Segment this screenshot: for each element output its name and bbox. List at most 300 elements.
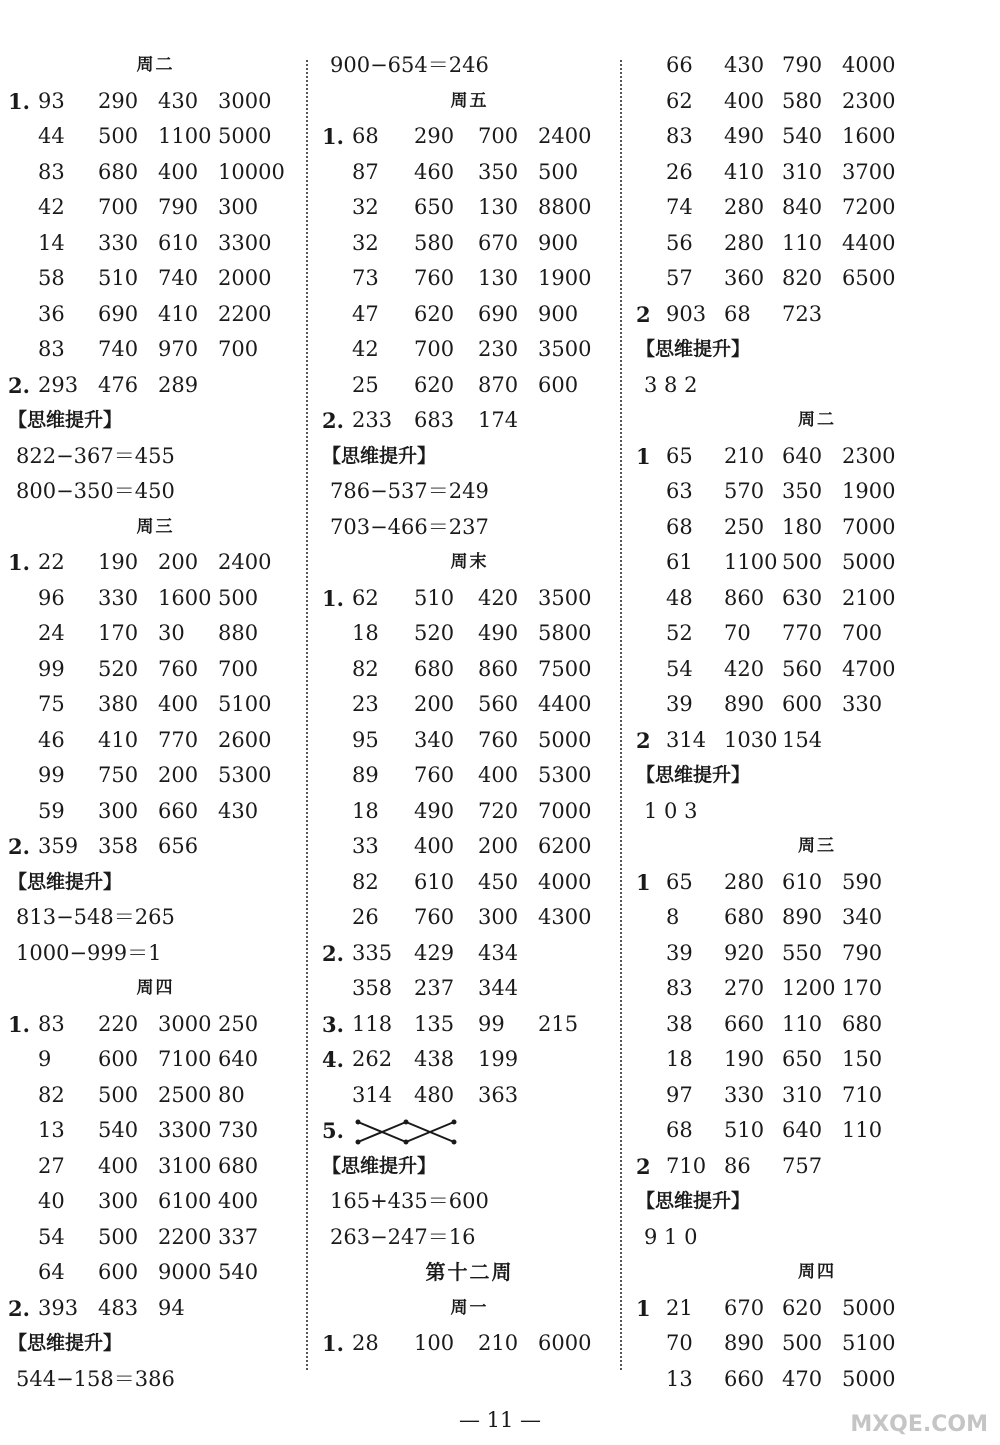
answer-row: [636, 439, 998, 475]
answer-row: [322, 261, 617, 297]
answer-value: 32: [352, 195, 379, 219]
answer-value: 920: [724, 940, 765, 965]
answer-value: 2100: [842, 585, 896, 610]
answer-row: [636, 1326, 998, 1362]
answer-row: [8, 84, 303, 120]
answer-value: 280: [724, 195, 765, 219]
answer-row: [322, 119, 617, 155]
answer-value: 630: [782, 585, 823, 610]
answer-value: 680: [724, 905, 765, 929]
answer-value: 52: [666, 621, 693, 645]
answer-value: 330: [724, 1082, 765, 1107]
answer-value: 757: [782, 1153, 823, 1178]
matching-dot: [356, 1140, 361, 1145]
answer-row: [636, 119, 998, 155]
answer-value: 5100: [842, 1331, 896, 1355]
thinking-boost-heading: 【思维提升】: [636, 764, 751, 786]
answer-row: [636, 1362, 998, 1398]
answer-value: 640: [782, 1118, 823, 1142]
answer-value: 710: [842, 1082, 883, 1107]
answer-value: 903: [666, 301, 707, 326]
answer-value: 420: [478, 585, 519, 610]
watermark: MXQE.COM: [850, 1412, 988, 1437]
answer-value: 8: [666, 905, 680, 929]
answer-value: 215: [538, 1011, 579, 1036]
answer-value: 337: [218, 1224, 259, 1249]
answer-value: 40: [38, 1189, 65, 1213]
answer-value: 26: [666, 159, 693, 184]
answer-row: [636, 687, 998, 723]
answer-value: 540: [782, 124, 823, 148]
answer-value: 22: [38, 550, 65, 574]
answer-row: [8, 1113, 303, 1149]
answer-value: 890: [724, 692, 765, 716]
answer-value: 560: [782, 656, 823, 681]
answer-row: [8, 829, 303, 865]
column-1: [8, 48, 303, 1397]
answer-row: [322, 652, 617, 688]
answer-row: [636, 865, 998, 901]
answer-value: 83: [666, 124, 693, 148]
answer-value: 7000: [842, 514, 896, 539]
answer-value: 7500: [538, 656, 592, 681]
answer-value: 570: [724, 479, 765, 503]
answer-value: 3300: [218, 230, 272, 255]
matching-dot: [404, 1120, 409, 1125]
answer-value: 860: [724, 585, 765, 610]
answer-value: 300: [218, 195, 259, 219]
answer-value: 860: [478, 656, 519, 681]
answer-value: 75: [38, 692, 65, 716]
answer-row: [8, 1149, 303, 1185]
equation-line: 3 8 2: [644, 372, 698, 397]
answer-value: 3500: [538, 585, 592, 610]
answer-value: 380: [98, 692, 139, 716]
answer-value: 330: [98, 230, 139, 255]
answer-row: [8, 155, 303, 191]
answer-value: 660: [724, 1011, 765, 1036]
answer-value: 900: [538, 230, 579, 255]
answer-value: 262: [352, 1047, 393, 1071]
answer-value: 3100: [158, 1153, 212, 1178]
answer-row: [636, 1149, 998, 1185]
answer-value: 68: [666, 514, 693, 539]
column-3: [636, 48, 998, 1397]
answer-value: 83: [38, 1011, 65, 1036]
answer-value: 670: [478, 230, 519, 255]
answer-value: 39: [666, 692, 693, 716]
answer-row: [636, 1291, 998, 1327]
answer-value: 293: [38, 372, 79, 397]
answer-value: 5000: [538, 727, 592, 752]
answer-value: 1030: [724, 727, 778, 752]
answer-row: [322, 581, 617, 617]
answer-value: 25: [352, 372, 379, 397]
answer-row: [8, 687, 303, 723]
answer-value: 73: [352, 266, 379, 290]
answer-value: 180: [782, 514, 823, 539]
answer-value: 350: [478, 159, 519, 184]
page-number: — 11 —: [458, 1408, 542, 1432]
answer-value: 335: [352, 940, 393, 965]
answer-value: 5300: [218, 763, 272, 787]
answer-value: 480: [414, 1082, 455, 1107]
answer-value: 700: [478, 124, 519, 148]
answer-value: 65: [666, 869, 693, 894]
answer-value: 900: [538, 301, 579, 326]
answer-value: 310: [782, 1082, 823, 1107]
answer-value: 99: [38, 763, 65, 787]
answer-value: 110: [842, 1118, 883, 1142]
answer-value: 83: [38, 159, 65, 184]
answer-value: 358: [352, 976, 393, 1000]
answer-value: 400: [478, 763, 519, 787]
answer-value: 760: [414, 763, 455, 787]
answer-value: 880: [218, 621, 259, 645]
answer-value: 6100: [158, 1189, 212, 1213]
answer-value: 820: [782, 266, 823, 290]
question-number: 2.: [322, 940, 344, 966]
answer-value: 358: [98, 834, 139, 858]
answer-value: 33: [352, 834, 379, 858]
answer-value: 330: [842, 692, 883, 716]
answer-value: 730: [218, 1118, 259, 1142]
answer-value: 750: [98, 763, 139, 787]
answer-row: [636, 297, 998, 333]
answer-value: 32: [352, 230, 379, 255]
answer-row: [636, 261, 998, 297]
answer-row: [8, 723, 303, 759]
column-divider: [306, 60, 308, 1370]
answer-value: 4000: [538, 869, 592, 894]
answer-value: 300: [98, 1189, 139, 1213]
answer-value: 434: [478, 940, 519, 965]
answer-value: 135: [414, 1011, 455, 1036]
answer-value: 3000: [158, 1011, 212, 1036]
answer-value: 660: [724, 1366, 765, 1391]
equation-line: 1 0 3: [644, 798, 698, 823]
answer-row: [636, 581, 998, 617]
answer-value: 1900: [842, 479, 896, 503]
answer-value: 5800: [538, 621, 592, 645]
answer-row: [8, 119, 303, 155]
answer-value: 700: [218, 337, 259, 361]
answer-value: 970: [158, 337, 199, 361]
answer-value: 2400: [538, 124, 592, 148]
answer-value: 290: [98, 88, 139, 113]
answer-row: [636, 226, 998, 262]
question-number: 5.: [322, 1118, 344, 1143]
answer-value: 199: [478, 1047, 519, 1071]
thinking-boost-heading: 【思维提升】: [322, 1154, 437, 1177]
question-number: 1: [636, 1295, 651, 1321]
answer-value: 233: [352, 408, 393, 432]
answer-value: 82: [352, 869, 379, 894]
answer-value: 610: [782, 869, 823, 894]
question-number: 2.: [8, 1295, 30, 1321]
answer-row: [8, 261, 303, 297]
thinking-boost-heading: 【思维提升】: [636, 338, 751, 360]
answer-value: 4300: [538, 905, 592, 929]
answer-value: 400: [724, 88, 765, 113]
answer-value: 476: [98, 372, 139, 397]
answer-value: 2200: [158, 1224, 212, 1249]
answer-value: 700: [218, 656, 259, 681]
thinking-boost-heading: 【思维提升】: [636, 1190, 751, 1212]
answer-value: 200: [158, 550, 199, 574]
answer-value: 289: [158, 372, 199, 397]
answer-value: 74: [666, 195, 693, 219]
answer-value: 650: [782, 1047, 823, 1071]
answer-value: 96: [38, 585, 65, 610]
answer-value: 500: [782, 550, 823, 574]
answer-value: 314: [666, 727, 707, 752]
answer-value: 438: [414, 1047, 455, 1071]
answer-value: 13: [38, 1118, 65, 1142]
answer-value: 560: [478, 692, 519, 716]
matching-dot: [356, 1120, 361, 1125]
answer-row: [322, 900, 617, 936]
answer-value: 110: [782, 230, 823, 255]
answer-value: 490: [724, 124, 765, 148]
answer-value: 760: [414, 905, 455, 929]
answer-value: 470: [782, 1366, 823, 1391]
answer-row: [8, 1042, 303, 1078]
answer-value: 94: [158, 1295, 185, 1320]
answer-value: 200: [478, 834, 519, 858]
answer-row: [322, 1326, 617, 1362]
answer-value: 8800: [538, 195, 592, 219]
answer-value: 620: [414, 301, 455, 326]
matching-dot: [404, 1140, 409, 1145]
answer-value: 250: [724, 514, 765, 539]
answer-value: 130: [478, 195, 519, 219]
section-heading: 周四: [136, 978, 175, 998]
answer-value: 1600: [842, 124, 896, 148]
answer-value: 4400: [538, 692, 592, 716]
answer-value: 110: [782, 1011, 823, 1036]
answer-value: 66: [666, 53, 693, 77]
equation-line: 822−367＝455: [16, 443, 175, 468]
answer-value: 83: [38, 337, 65, 361]
answer-value: 400: [414, 834, 455, 858]
answer-value: 28: [352, 1331, 379, 1355]
answer-value: 300: [98, 798, 139, 823]
answer-value: 280: [724, 230, 765, 255]
answer-value: 510: [724, 1118, 765, 1142]
answer-value: 42: [352, 337, 379, 361]
answer-row: [322, 829, 617, 865]
answer-value: 680: [98, 159, 139, 184]
equation-line: 813−548＝265: [16, 905, 175, 929]
answer-value: 237: [414, 976, 455, 1000]
answer-value: 1100: [158, 124, 212, 148]
answer-value: 48: [666, 585, 693, 610]
answer-value: 690: [478, 301, 519, 326]
answer-row: [8, 758, 303, 794]
answer-value: 190: [724, 1047, 765, 1071]
answer-value: 27: [38, 1153, 65, 1178]
answer-value: 18: [352, 798, 379, 823]
answer-value: 760: [414, 266, 455, 290]
answer-value: 500: [218, 585, 259, 610]
answer-value: 600: [98, 1047, 139, 1071]
answer-value: 650: [414, 195, 455, 219]
answer-row: [636, 48, 998, 84]
answer-value: 170: [98, 621, 139, 645]
section-heading: 周一: [450, 1297, 489, 1318]
answer-value: 200: [158, 763, 199, 787]
answer-value: 13: [666, 1366, 693, 1391]
answer-value: 723: [782, 301, 823, 326]
answer-row: [322, 1042, 617, 1078]
answer-row: [322, 1078, 617, 1114]
answer-value: 600: [782, 692, 823, 716]
answer-value: 210: [478, 1331, 519, 1355]
answer-value: 683: [414, 408, 455, 432]
answer-row: [322, 332, 617, 368]
answer-value: 640: [218, 1047, 259, 1071]
answer-value: 580: [782, 88, 823, 113]
question-number: 1: [636, 869, 651, 895]
answer-value: 870: [478, 372, 519, 397]
answer-value: 59: [38, 798, 65, 823]
answer-row: [322, 687, 617, 723]
answer-value: 130: [478, 266, 519, 290]
answer-value: 6000: [538, 1331, 592, 1355]
answer-value: 363: [478, 1082, 519, 1107]
answer-value: 7000: [538, 798, 592, 823]
answer-value: 2000: [218, 266, 272, 290]
answer-value: 3500: [538, 337, 592, 361]
answer-value: 68: [666, 1118, 693, 1142]
matching-dot: [452, 1120, 457, 1125]
answer-row: [8, 226, 303, 262]
answer-value: 483: [98, 1295, 139, 1320]
answer-value: 57: [666, 266, 693, 290]
section-heading: 周四: [798, 1262, 836, 1282]
answer-value: 5000: [842, 550, 896, 574]
matching-answer: [322, 1113, 617, 1149]
answer-value: 620: [414, 372, 455, 397]
answer-value: 2300: [842, 88, 896, 113]
answer-value: 54: [666, 656, 693, 681]
section-heading: 第十二周: [425, 1260, 514, 1284]
answer-value: 740: [98, 337, 139, 361]
answer-value: 68: [724, 301, 751, 326]
answer-value: 430: [158, 88, 199, 113]
matching-lines-icon: [352, 1119, 492, 1145]
answer-row: [322, 936, 617, 972]
matching-dot: [452, 1140, 457, 1145]
answer-row: [322, 155, 617, 191]
answer-value: 86: [724, 1153, 751, 1178]
answer-row: [8, 616, 303, 652]
answer-row: [636, 900, 998, 936]
answer-value: 56: [666, 230, 693, 255]
answer-value: 170: [842, 976, 883, 1000]
answer-value: 2400: [218, 550, 272, 574]
answer-value: 680: [218, 1153, 259, 1178]
answer-value: 174: [478, 408, 519, 432]
answer-value: 210: [724, 443, 765, 468]
answer-value: 99: [38, 656, 65, 681]
answer-row: [636, 84, 998, 120]
answer-value: 720: [478, 798, 519, 823]
thinking-boost-heading: 【思维提升】: [8, 409, 123, 431]
answer-value: 430: [218, 798, 259, 823]
answer-row: [8, 794, 303, 830]
answer-value: 9000: [158, 1260, 212, 1284]
answer-value: 890: [724, 1331, 765, 1355]
answer-value: 5000: [842, 1295, 896, 1320]
answer-value: 100: [414, 1331, 455, 1355]
answer-value: 410: [724, 159, 765, 184]
answer-value: 393: [38, 1295, 79, 1320]
answer-row: [322, 616, 617, 652]
question-number: 1.: [8, 550, 30, 575]
answer-value: 18: [352, 621, 379, 645]
answer-value: 21: [666, 1295, 693, 1320]
answer-value: 63: [666, 479, 693, 503]
answer-value: 510: [98, 266, 139, 290]
question-number: 1.: [8, 88, 30, 114]
answer-row: [636, 1042, 998, 1078]
answer-value: 500: [538, 159, 579, 184]
answer-value: 600: [98, 1260, 139, 1284]
answer-value: 770: [158, 727, 199, 752]
answer-value: 270: [724, 976, 765, 1000]
answer-row: [8, 368, 303, 404]
answer-value: 54: [38, 1224, 65, 1249]
answer-value: 600: [538, 372, 579, 397]
answer-value: 770: [782, 621, 823, 645]
answer-value: 840: [782, 195, 823, 219]
answer-value: 42: [38, 195, 65, 219]
answer-row: [8, 545, 303, 581]
answer-value: 700: [842, 621, 883, 645]
answer-value: 6200: [538, 834, 592, 858]
answer-value: 4000: [842, 53, 896, 77]
answer-row: [322, 1007, 617, 1043]
answer-value: 490: [478, 621, 519, 645]
thinking-boost-heading: 【思维提升】: [8, 870, 123, 893]
answer-value: 99: [478, 1011, 505, 1036]
section-heading: 周末: [450, 552, 489, 572]
answer-value: 656: [158, 834, 199, 858]
answer-value: 410: [158, 301, 199, 326]
question-number: 4.: [322, 1047, 344, 1072]
section-heading: 周三: [798, 836, 836, 856]
equation-line: 9 1 0: [644, 1224, 698, 1249]
answer-value: 250: [218, 1011, 259, 1036]
answer-value: 2500: [158, 1082, 212, 1107]
answer-value: 330: [98, 585, 139, 610]
answer-value: 710: [666, 1153, 707, 1178]
equation-line: 786−537＝249: [330, 479, 489, 503]
answer-row: [8, 1078, 303, 1114]
answer-value: 70: [666, 1331, 693, 1355]
answer-value: 400: [158, 159, 199, 184]
equation-line: 165+435＝600: [330, 1189, 489, 1213]
answer-value: 310: [782, 159, 823, 184]
answer-row: [8, 581, 303, 617]
answer-row: [636, 1078, 998, 1114]
answer-value: 39: [666, 940, 693, 965]
answer-value: 430: [724, 53, 765, 77]
answer-value: 2300: [842, 443, 896, 468]
answer-value: 359: [38, 834, 79, 858]
